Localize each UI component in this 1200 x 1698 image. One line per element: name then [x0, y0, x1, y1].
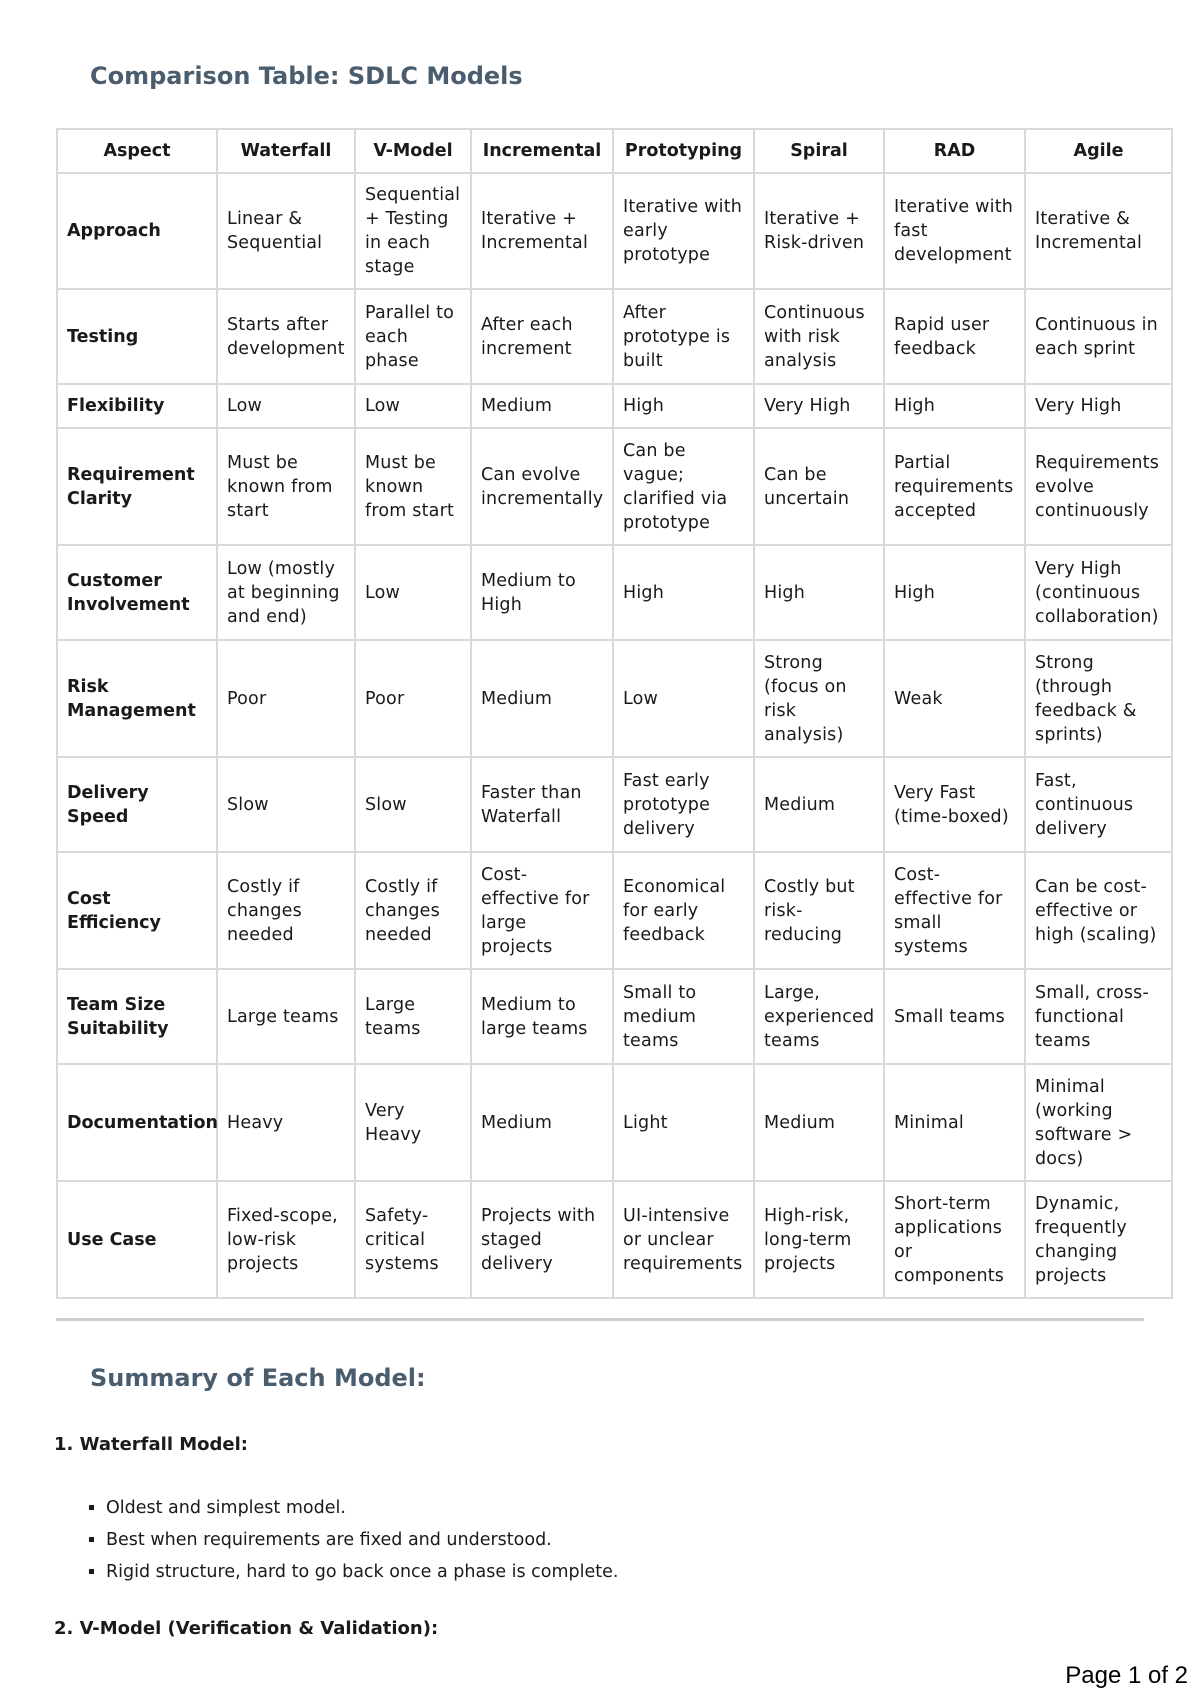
- table-row: [57, 1181, 1172, 1298]
- table-cell: Poor: [217, 640, 355, 757]
- table-cell: Short-term applications or components: [884, 1181, 1025, 1298]
- column-header: Prototyping: [613, 129, 754, 173]
- table-cell: Slow: [355, 757, 471, 852]
- table-cell: Can evolve incrementally: [471, 428, 613, 545]
- aspect-cell: Risk Management: [57, 640, 217, 757]
- table-cell: High: [613, 384, 754, 428]
- table-header-row: [57, 129, 1172, 173]
- table-row: [57, 1064, 1172, 1181]
- list-item: ▪ Rigid structure, hard to go back once a phase is complete.: [106, 1556, 619, 1588]
- waterfall-bullet-list: [54, 1492, 619, 1588]
- table-cell: Very High: [1025, 384, 1172, 428]
- table-cell: Can be cost-effective or high (scaling): [1025, 852, 1172, 969]
- table-cell: Iterative + Incremental: [471, 173, 613, 289]
- table-cell: Fixed-scope, low-risk projects: [217, 1181, 355, 1298]
- table-cell: Light: [613, 1064, 754, 1181]
- table-cell: Low: [355, 384, 471, 428]
- table-cell: Requirements evolve continuously: [1025, 428, 1172, 545]
- table-cell: Small teams: [884, 969, 1025, 1064]
- table-cell: Large teams: [355, 969, 471, 1064]
- table-cell: Medium to large teams: [471, 969, 613, 1064]
- table-cell: Poor: [355, 640, 471, 757]
- table-cell: UI-intensive or unclear requirements: [613, 1181, 754, 1298]
- table-cell: Cost-effective for small systems: [884, 852, 1025, 969]
- aspect-cell: Approach: [57, 173, 217, 289]
- table-cell: Medium: [754, 1064, 884, 1181]
- table-row: [57, 173, 1172, 289]
- table-cell: Strong (through feedback & sprints): [1025, 640, 1172, 757]
- table-cell: Continuous in each sprint: [1025, 289, 1172, 384]
- table-cell: Very Heavy: [355, 1064, 471, 1181]
- table-cell: Costly if changes needed: [217, 852, 355, 969]
- column-header: Aspect: [57, 129, 217, 173]
- table-cell: Linear & Sequential: [217, 173, 355, 289]
- table-row: [57, 969, 1172, 1064]
- aspect-cell: Testing: [57, 289, 217, 384]
- table-cell: Cost-effective for large projects: [471, 852, 613, 969]
- table-cell: Fast, continuous delivery: [1025, 757, 1172, 852]
- aspect-cell: Requirement Clarity: [57, 428, 217, 545]
- table-cell: Can be uncertain: [754, 428, 884, 545]
- table-cell: Very High: [754, 384, 884, 428]
- table-cell: Medium to High: [471, 545, 613, 640]
- table-row: [57, 545, 1172, 640]
- table-cell: High: [613, 545, 754, 640]
- column-header: Agile: [1025, 129, 1172, 173]
- table-title: Comparison Table: SDLC Models: [90, 62, 523, 90]
- aspect-cell: Delivery Speed: [57, 757, 217, 852]
- table-cell: Faster than Waterfall: [471, 757, 613, 852]
- table-cell: Heavy: [217, 1064, 355, 1181]
- table-cell: Iterative & Incremental: [1025, 173, 1172, 289]
- table-cell: Continuous with risk analysis: [754, 289, 884, 384]
- table-cell: Iterative with early prototype: [613, 173, 754, 289]
- table-cell: Low: [355, 545, 471, 640]
- table-cell: Small to medium teams: [613, 969, 754, 1064]
- table-cell: Minimal: [884, 1064, 1025, 1181]
- table-cell: Low: [613, 640, 754, 757]
- table-cell: Medium: [754, 757, 884, 852]
- column-header: V-Model: [355, 129, 471, 173]
- waterfall-model-title: 1. Waterfall Model:: [54, 1434, 249, 1455]
- table-row: [57, 384, 1172, 428]
- table-cell: High: [884, 384, 1025, 428]
- table-cell: Very High (continuous collaboration): [1025, 545, 1172, 640]
- page-number: Page 1 of 2: [1065, 1662, 1188, 1689]
- table-cell: Strong (focus on risk analysis): [754, 640, 884, 757]
- table-cell: Large, experienced teams: [754, 969, 884, 1064]
- table-cell: Parallel to each phase: [355, 289, 471, 384]
- table-cell: Minimal (working software > docs): [1025, 1064, 1172, 1181]
- table-cell: Must be known from start: [217, 428, 355, 545]
- aspect-cell: Flexibility: [57, 384, 217, 428]
- column-header: Spiral: [754, 129, 884, 173]
- section-divider: [56, 1318, 1144, 1321]
- table-cell: Medium: [471, 640, 613, 757]
- table-cell: Projects with staged delivery: [471, 1181, 613, 1298]
- table-cell: Costly if changes needed: [355, 852, 471, 969]
- aspect-cell: Cost Efficiency: [57, 852, 217, 969]
- table-cell: Sequential + Testing in each stage: [355, 173, 471, 289]
- column-header: Incremental: [471, 129, 613, 173]
- table-cell: Medium: [471, 1064, 613, 1181]
- table-cell: Safety-critical systems: [355, 1181, 471, 1298]
- table-cell: Iterative + Risk-driven: [754, 173, 884, 289]
- table-row: [57, 757, 1172, 852]
- table-cell: Economical for early feedback: [613, 852, 754, 969]
- table-cell: High: [884, 545, 1025, 640]
- table-cell: High: [754, 545, 884, 640]
- summary-title: Summary of Each Model:: [90, 1364, 426, 1392]
- table-cell: High-risk, long-term projects: [754, 1181, 884, 1298]
- table-cell: Slow: [217, 757, 355, 852]
- table-cell: Very Fast (time-boxed): [884, 757, 1025, 852]
- table-cell: Costly but risk-reducing: [754, 852, 884, 969]
- table-row: [57, 852, 1172, 969]
- column-header: RAD: [884, 129, 1025, 173]
- aspect-cell: Team Size Suitability: [57, 969, 217, 1064]
- table-cell: Low: [217, 384, 355, 428]
- table-row: [57, 640, 1172, 757]
- table-cell: After prototype is built: [613, 289, 754, 384]
- table-cell: Must be known from start: [355, 428, 471, 545]
- table-row: [57, 289, 1172, 384]
- aspect-cell: Customer Involvement: [57, 545, 217, 640]
- table-cell: Medium: [471, 384, 613, 428]
- column-header: Waterfall: [217, 129, 355, 173]
- table-cell: Partial requirements accepted: [884, 428, 1025, 545]
- aspect-cell: Documentation: [57, 1064, 217, 1181]
- table-cell: Iterative with fast development: [884, 173, 1025, 289]
- table-cell: Small, cross-functional teams: [1025, 969, 1172, 1064]
- v-model-title: 2. V-Model (Verification & Validation):: [54, 1618, 439, 1639]
- comparison-table: [56, 128, 1173, 1299]
- table-cell: Can be vague; clarified via prototype: [613, 428, 754, 545]
- aspect-cell: Use Case: [57, 1181, 217, 1298]
- table-cell: Large teams: [217, 969, 355, 1064]
- table-cell: After each increment: [471, 289, 613, 384]
- table-row: [57, 428, 1172, 545]
- table-cell: Fast early prototype delivery: [613, 757, 754, 852]
- table-cell: Starts after development: [217, 289, 355, 384]
- table-cell: Rapid user feedback: [884, 289, 1025, 384]
- list-item: ▪ Best when requirements are fixed and understood.: [106, 1524, 619, 1556]
- table-cell: Low (mostly at beginning and end): [217, 545, 355, 640]
- table-cell: Weak: [884, 640, 1025, 757]
- table-cell: Dynamic, frequently changing projects: [1025, 1181, 1172, 1298]
- list-item: ▪ Oldest and simplest model.: [106, 1492, 619, 1524]
